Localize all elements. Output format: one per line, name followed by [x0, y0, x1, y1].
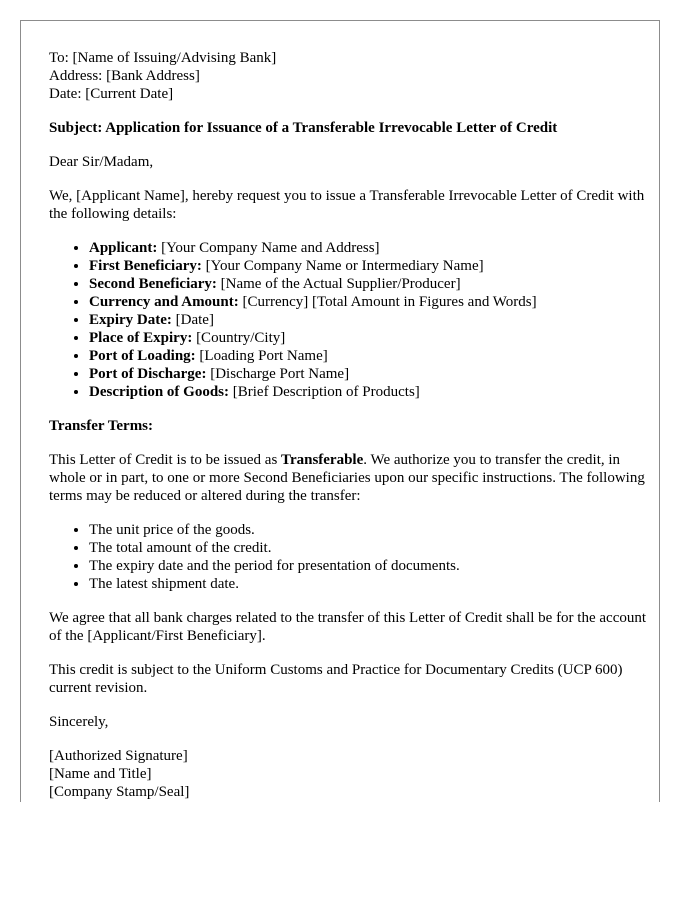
detail-value: [Country/City] — [192, 330, 286, 346]
detail-label: Port of Loading: — [89, 348, 196, 364]
details-list — [49, 239, 649, 401]
detail-value: [Brief Description of Products] — [229, 384, 420, 400]
ucp-paragraph: This credit is subject to the Uniform Customs and Practice for Documentary Credits (UCP 600) current revision. — [49, 662, 623, 696]
detail-value: [Your Company Name and Address] — [157, 240, 380, 256]
detail-value: [Name of the Actual Supplier/Producer] — [216, 276, 461, 292]
recipient-block — [49, 49, 649, 103]
transfer-text-before: This Letter of Credit is to be issued as — [49, 452, 282, 468]
transfer-terms-list — [49, 521, 649, 593]
detail-item-currency-amount — [89, 293, 649, 311]
company-stamp: [Company Stamp/Seal] — [49, 784, 190, 800]
detail-label: Place of Expiry: — [89, 330, 193, 346]
detail-label: Description of Goods: — [89, 384, 229, 400]
transfer-paragraph — [49, 451, 649, 505]
transfer-item: • The total amount of the credit. — [89, 539, 649, 557]
transfer-text-bold: Transferable — [281, 452, 364, 468]
detail-item-second-beneficiary — [89, 275, 649, 293]
recipient-to: To: [Name of Issuing/Advising Bank] — [49, 50, 277, 66]
signature-block — [49, 747, 649, 801]
detail-label: Port of Discharge: — [89, 366, 207, 382]
detail-label: Expiry Date: — [89, 312, 172, 328]
charges-paragraph: We agree that all bank charges related to the transfer of this Letter of Credit shall be for the account of the [Applicant/First Beneficiary]. — [49, 610, 647, 644]
detail-value: [Your Company Name or Intermediary Name] — [201, 258, 484, 274]
detail-item-port-of-discharge — [89, 365, 649, 383]
closing: Sincerely, — [49, 714, 109, 730]
transfer-item: • The unit price of the goods. — [89, 521, 649, 539]
detail-label: Currency and Amount: — [89, 294, 239, 310]
detail-item-place-of-expiry — [89, 329, 649, 347]
detail-item-first-beneficiary — [89, 257, 649, 275]
detail-item-expiry-date — [89, 311, 649, 329]
detail-item-applicant — [89, 239, 649, 257]
detail-label: Applicant: — [89, 240, 158, 256]
subject-line: Subject: Application for Issuance of a Transferable Irrevocable Letter of Credit — [49, 120, 558, 136]
detail-value: [Loading Port Name] — [195, 348, 328, 364]
detail-item-description-of-goods — [89, 383, 649, 401]
detail-value: [Date] — [171, 312, 214, 328]
detail-item-port-of-loading — [89, 347, 649, 365]
intro-paragraph: We, [Applicant Name], hereby request you to issue a Transferable Irrevocable Letter of Credit with the following details: — [49, 188, 645, 222]
transfer-item: • The expiry date and the period for presentation of documents. — [89, 557, 649, 575]
detail-value: [Currency] [Total Amount in Figures and Words] — [238, 294, 537, 310]
authorized-signature: [Authorized Signature] — [49, 748, 188, 764]
detail-label: First Beneficiary: — [89, 258, 202, 274]
transfer-text-after: . We authorize you to transfer the credit, in whole or in part, to one or more Second Beneficiaries upon our specific instructions. The following terms may be reduced or altered during the transfer: — [49, 452, 645, 504]
name-and-title: [Name and Title] — [49, 766, 152, 782]
detail-value: [Discharge Port Name] — [206, 366, 350, 382]
salutation: Dear Sir/Madam, — [49, 154, 154, 170]
detail-label: Second Beneficiary: — [89, 276, 217, 292]
recipient-address: Address: [Bank Address] — [49, 68, 200, 84]
transfer-item: • The latest shipment date. — [89, 575, 649, 593]
letter-date: Date: [Current Date] — [49, 86, 174, 102]
letter-body — [49, 49, 649, 801]
transfer-terms-heading: Transfer Terms: — [49, 418, 154, 434]
